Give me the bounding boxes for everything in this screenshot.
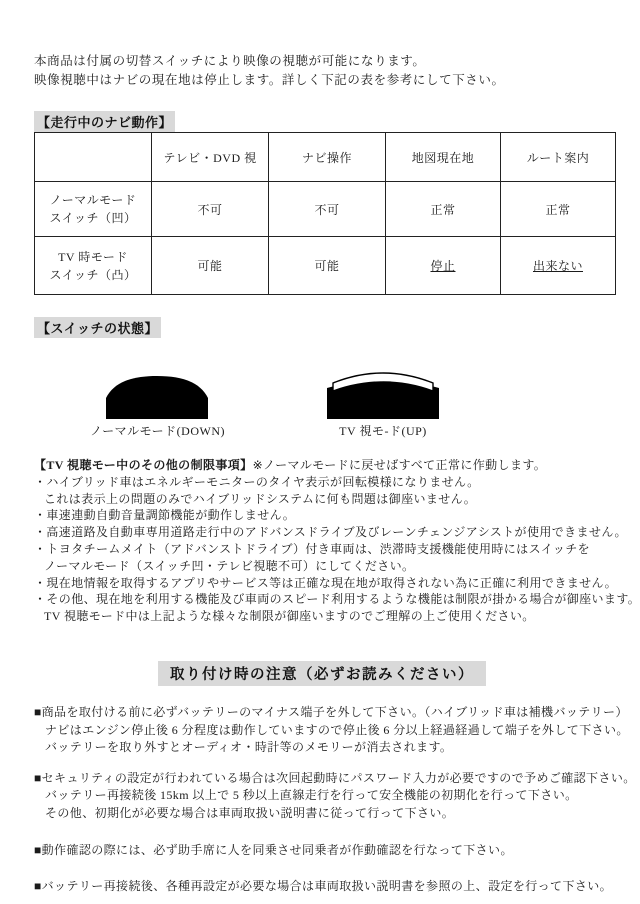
normal-mode-map-value: 正常 — [386, 182, 501, 237]
normal-mode-line1: ノーマルモード — [49, 193, 137, 207]
normal-mode-cell — [35, 182, 152, 237]
limit-item: ・その他、現在地を利用する機能及び車両のスピード利用するような機能は制限が掛かる場合が御座います。 — [34, 592, 640, 607]
tv-mode-figure — [321, 362, 445, 439]
bullet-line-continuation: その他、初期化が必要な場合は車両取扱い説明書に従って行って下さい。 — [45, 805, 455, 820]
tv-mode-nav-value: 可能 — [269, 237, 386, 295]
normal-mode-line2: スイッチ（凹） — [49, 211, 137, 225]
section-label-switch-state: 【スイッチの状態】 — [34, 317, 161, 338]
bullet-line: ■商品を取付ける前に必ずバッテリーのマイナス端子を外して下さい。（ハイブリッド車は補機バッテリー） — [34, 704, 628, 719]
limit-item: ・ハイブリッド車はエネルギーモニターのタイヤ表示が回転模様になりません。 — [34, 474, 480, 489]
limitations-heading-bold: 【TV 視聴モー中のその他の制限事項】 — [34, 458, 253, 472]
intro-line-1: 本商品は付属の切替スイッチにより映像の視聴が可能になります。 — [34, 54, 426, 68]
bullet-line: ■動作確認の際には、必ず助手席に人を同乗させ同乗者が作動確認を行なって下さい。 — [34, 842, 513, 857]
table-header-tv-dvd: テレビ・DVD 視 — [152, 133, 269, 182]
table-header-row — [35, 133, 616, 182]
intro-line-2: 映像視聴中はナビの現在地は停止します。詳しく下記の表を参考にして下さい。 — [34, 73, 505, 87]
limit-item: ・高速道路及自動車専用道路走行中のアドバンスドライブ及びレーンチェンジアシストが使用できません。 — [34, 525, 627, 540]
normal-mode-figure — [90, 373, 225, 439]
limitations-heading — [34, 457, 610, 474]
table-header-map-position: 地図現在地 — [386, 133, 501, 182]
tv-mode-line1: TV 時モード — [58, 249, 128, 264]
tv-mode-route-value: 出来ない — [501, 237, 616, 295]
tv-mode-limitations — [34, 457, 640, 625]
install-bullet-battery — [34, 704, 629, 757]
tv-mode-figure-label: TV 視モ-ド(UP) — [339, 424, 427, 438]
bullet-line-continuation: バッテリー再接続後 15km 以上で 5 秒以上直線走行を行って安全機能の初期化を行って下さい。 — [45, 788, 578, 803]
switch-up-illustration — [321, 362, 445, 419]
install-bullet-passenger-check — [34, 842, 610, 860]
tv-mode-tv-dvd-value: 可能 — [152, 237, 269, 295]
table-row-tv-mode — [35, 237, 616, 295]
install-notes — [34, 704, 636, 896]
tv-mode-line2: スイッチ（凸） — [49, 267, 137, 282]
tv-mode-cell — [35, 237, 152, 295]
table-row-normal-mode — [35, 182, 616, 237]
limit-item-continuation: これは表示上の問題のみでハイブリッドシステムに何も問題は御座いません。 — [44, 491, 477, 506]
switch-illustrations — [34, 362, 610, 439]
normal-mode-figure-label: ノーマルモード(DOWN) — [90, 424, 225, 438]
install-title-container — [34, 661, 610, 686]
limitations-heading-rest: ※ノーマルモードに戻せばすべて正常に作動します。 — [252, 458, 547, 472]
limit-item: ・トヨタチームメイト（アドバンストドライブ）付き車両は、渋滞時支援機能使用時にはスイッチを — [34, 541, 591, 556]
table-corner-cell — [35, 133, 152, 182]
bullet-line: ■セキュリティの設定が行われている場合は次回起動時にパスワード入力が必要ですので予めご確認下さい。 — [34, 770, 636, 785]
install-bullet-resettings — [34, 878, 613, 896]
tv-mode-map-value: 停止 — [386, 237, 501, 295]
section-label-nav-behavior: 【走行中のナビ動作】 — [34, 111, 175, 132]
bullet-line-continuation: バッテリーを取り外すとオーディオ・時計等のメモリーが消去されます。 — [45, 740, 453, 755]
bullet-line: ■バッテリー再接続後、各種再設定が必要な場合は車両取扱い説明書を参照の上、設定を行って下さい。 — [34, 879, 613, 894]
normal-mode-nav-value: 不可 — [269, 182, 386, 237]
limit-item: ・車速連動自動音量調節機能が動作しません。 — [34, 508, 296, 523]
table-header-nav-operation: ナビ操作 — [269, 133, 386, 182]
normal-mode-tv-dvd-value: 不可 — [152, 182, 269, 237]
bullet-line-continuation: ナビはエンジン停止後 6 分程度は動作していますので停止後 6 分以上経過経過して端子を外して下さい。 — [45, 722, 629, 737]
normal-mode-route-value: 正常 — [501, 182, 616, 237]
table-header-route-guide: ルート案内 — [501, 133, 616, 182]
limit-item: ・現在地情報を取得するアプリやサービス等は正確な現在地が取得されない為に正確に利用できません。 — [34, 575, 618, 590]
nav-behavior-table — [34, 132, 616, 295]
switch-down-illustration — [102, 373, 212, 419]
limit-item-continuation: ノーマルモード（スイッチ凹・テレビ視聴不可）にしてください。 — [44, 558, 415, 573]
install-bullet-security — [34, 770, 636, 823]
limit-item-continuation: TV 視聴モード中は上記ような様々な制限が御座いますのでご理解の上ご使用ください。 — [44, 609, 535, 624]
install-section-title: 取り付け時の注意（必ずお読みください） — [158, 661, 486, 686]
